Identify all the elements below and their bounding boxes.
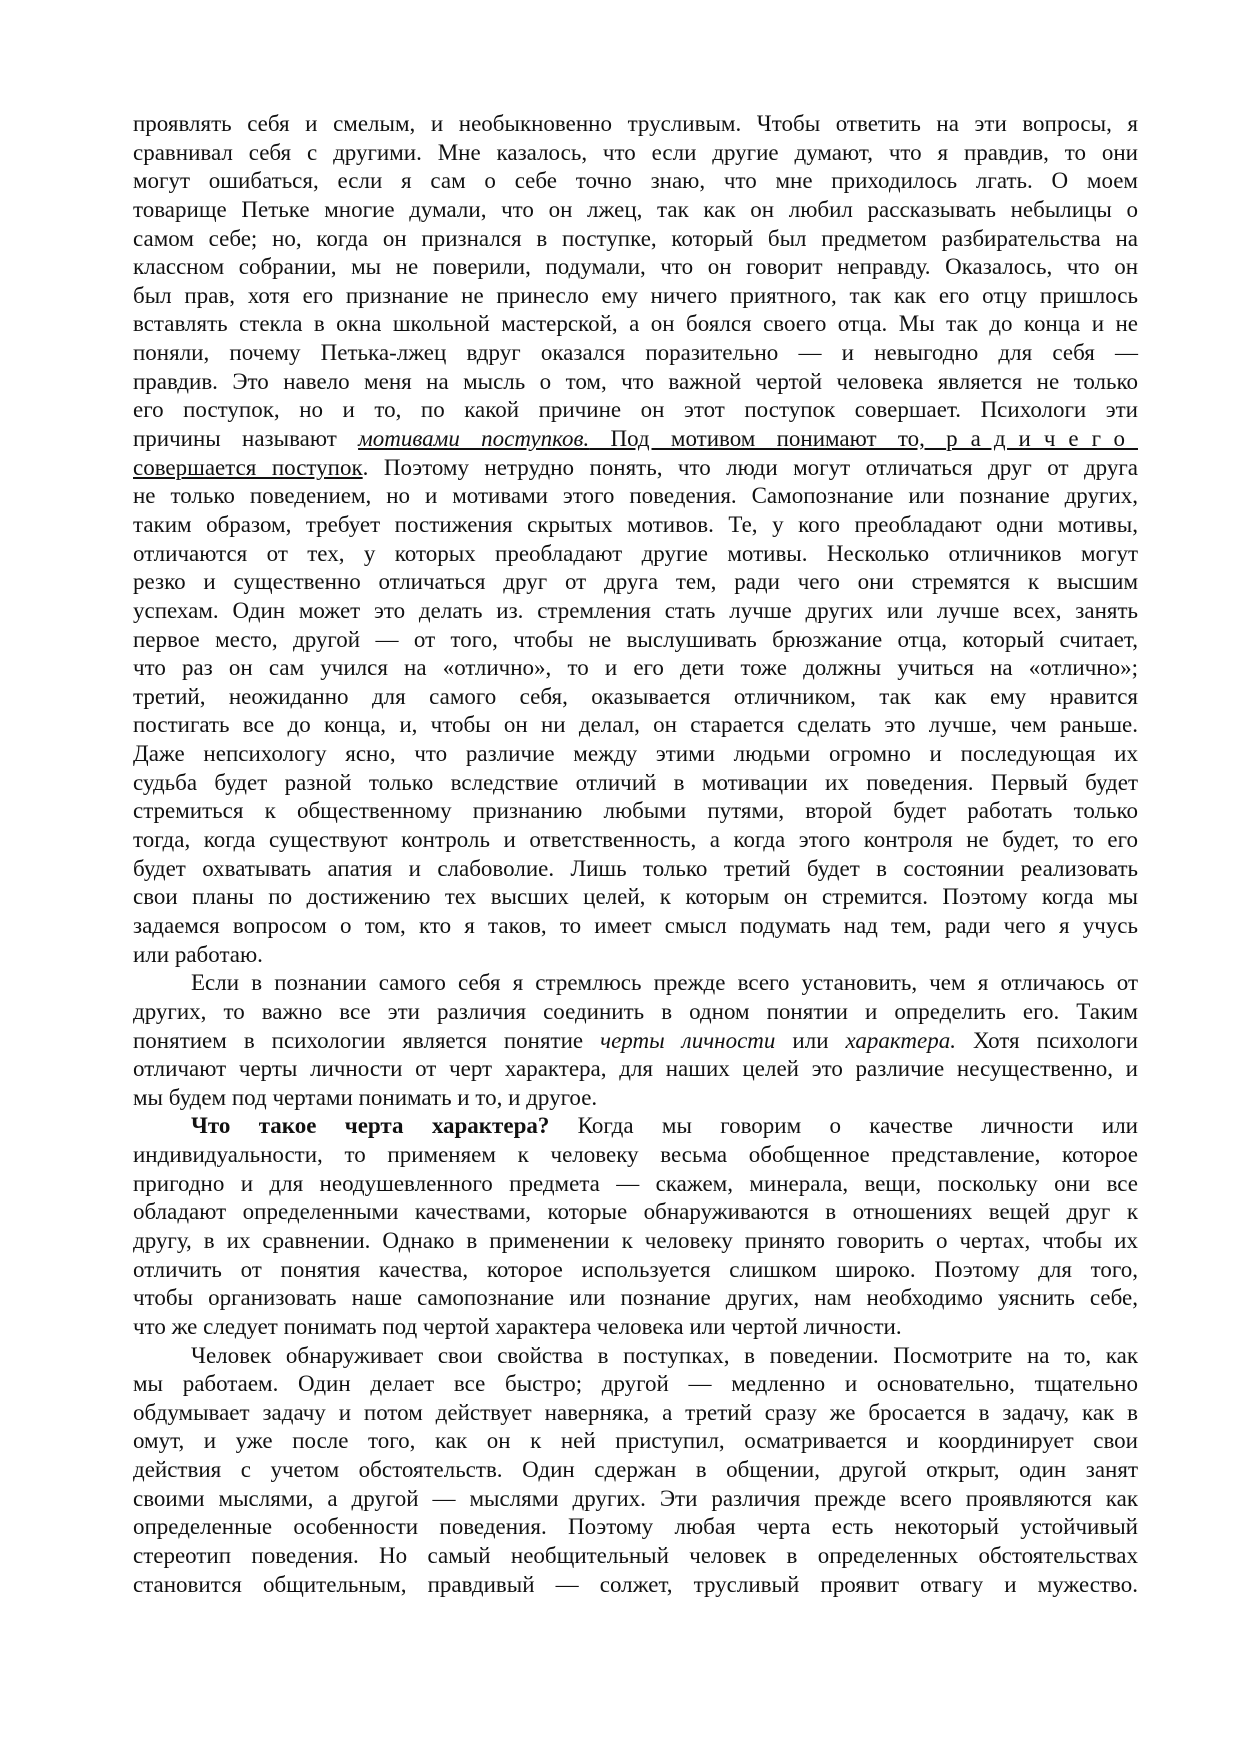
text-line: постигать все до конца, и, чтобы он ни делал, он старается сделать это лучше, чем раньше. xyxy=(133,712,1138,738)
text-segment: или xyxy=(775,1027,846,1053)
text-line: могут ошибаться, если я сам о себе точно знаю, что мне приходилось лгать. О моем xyxy=(133,168,1138,194)
text-line: других, то важно все эти различия соединить в одном понятии и определить его. Таким xyxy=(133,998,1138,1024)
text-line: что раз он сам учился на «отлично», то и его дети тоже должны учиться на «отлично»; xyxy=(133,655,1138,681)
text-line: вставлять стекла в окна школьной мастерской, а он боялся своего отца. Мы так до конца и не xyxy=(133,311,1138,337)
text-line: классном собрании, мы не поверили, подумали, что он говорит неправду. Оказалось, что он xyxy=(133,254,1138,280)
text-line: другу, в их сравнении. Однако в применении к человеку принято говорить о чертах, чтобы их xyxy=(133,1227,1138,1253)
text-line: отличают черты личности от черт характера, для наших целей это различие несущественно, и xyxy=(133,1056,1138,1082)
text-line: отличаются от тех, у которых преобладают другие мотивы. Несколько отличников могут xyxy=(133,540,1138,566)
text-line: судьба будет разной только вследствие отличий в мотивации их поведения. Первый будет xyxy=(133,769,1138,795)
emphasized-text: характера. xyxy=(845,1027,956,1053)
document-page xyxy=(133,110,1138,1599)
emphasized-text: мотивами поступков. xyxy=(358,426,590,452)
text-line: его поступок, но и то, по какой причине он этот поступок совершает. Психологи эти xyxy=(133,397,1138,423)
text-line: обдумывает задачу и потом действует наверняка, а третий сразу же бросается в задачу, как в xyxy=(133,1399,1138,1425)
text-line: становится общительным, правдивый — солжет, трусливый проявит отвагу и мужество. xyxy=(133,1571,1138,1597)
text-line: проявлять себя и смелым, и необыкновенно трусливым. Чтобы ответить на эти вопросы, я xyxy=(133,111,1138,136)
text-line xyxy=(133,1112,1138,1141)
text-line: чтобы организовать наше самопознание или познание других, нам необходимо уяснить себе, xyxy=(133,1285,1138,1311)
text-line: стремиться к общественному признанию любыми путями, второй будет работать только xyxy=(133,798,1138,824)
text-segment: . Поэтому нетрудно понять, что люди могут отличаться друг от друга xyxy=(362,454,1138,480)
text-line: стереотип поведения. Но самый необщительный человек в определенных обстоятельствах xyxy=(133,1543,1138,1569)
text-line: что же следует понимать под чертой характера человека или чертой личности. xyxy=(133,1313,902,1339)
text-line: пригодно и для неодушевленного предмета — скажем, минерала, вещи, поскольку они все xyxy=(133,1170,1138,1196)
text-line: Если в познании самого себя я стремлюсь прежде всего установить, чем я отличаюсь от xyxy=(191,970,1138,996)
text-segment: понятием в психологии является понятие xyxy=(133,1027,601,1053)
text-line: отличить от понятия качества, которое используется слишком широко. Поэтому для того, xyxy=(133,1256,1138,1282)
text-line: индивидуальности, то применяем к человеку весьма обобщенное представление, которое xyxy=(133,1142,1138,1168)
text-line: обладают определенными качествами, которые обнаруживаются в отношениях вещей друг к xyxy=(133,1199,1138,1225)
text-line: первое место, другой — от того, чтобы не выслушивать брюзжание отца, который считает, xyxy=(133,626,1138,652)
text-line: свои планы по достижению тех высших целей, к которым он стремится. Поэтому когда мы xyxy=(133,884,1138,910)
text-line: задаемся вопросом о том, кто я таков, то имеет смысл подумать над тем, ради чего я учусь xyxy=(133,912,1138,938)
text-line: был прав, хотя его признание не принесло ему ничего приятного, так как его отцу пришлось xyxy=(133,282,1138,308)
text-line: действия с учетом обстоятельств. Один сдержан в общении, другой открыт, один занят xyxy=(133,1457,1138,1483)
text-line: определенные особенности поведения. Поэтому любая черта есть некоторый устойчивый xyxy=(133,1514,1138,1540)
text-line: сравнивал себя с другими. Мне казалось, что если другие думают, что я правдив, то они xyxy=(133,139,1138,165)
text-line: третий, неожиданно для самого себя, оказывается отличником, так как ему нравится xyxy=(133,683,1138,709)
text-line: или работаю. xyxy=(133,941,263,967)
text-line: омут, и уже после того, как он к ней приступил, осматривается и координирует свои xyxy=(133,1428,1138,1454)
text-line: резко и существенно отличаться друг от друга тем, ради чего они стремятся к высшим xyxy=(133,569,1138,595)
text-segment: Когда мы говорим о качестве личности или xyxy=(549,1113,1138,1139)
text-line xyxy=(133,454,1138,483)
emphasized-text: радичего xyxy=(946,426,1138,452)
text-line: не только поведением, но и мотивами этого поведения. Самопознание или познание других, xyxy=(133,483,1138,509)
text-segment: Хотя психологи xyxy=(955,1027,1138,1053)
emphasized-text: Под мотивом понимают то, xyxy=(589,426,947,452)
text-segment: причины называют xyxy=(133,426,359,452)
text-line: таким образом, требует постижения скрытых мотивов. Те, у кого преобладают одни мотивы, xyxy=(133,511,1138,537)
text-line: успехам. Один может это делать из. стремления стать лучше других или лучше всех, занять xyxy=(133,597,1138,623)
text-line: правдив. Это навело меня на мысль о том, что важной чертой человека является не только xyxy=(133,368,1138,394)
text-line: своими мыслями, а другой — мыслями других. Эти различия прежде всего проявляются как xyxy=(133,1485,1138,1511)
text-line: товарище Петьке многие думали, что он лжец, так как он любил рассказывать небылицы о xyxy=(133,196,1138,222)
bold-heading: Что такое черта характера? xyxy=(191,1113,550,1139)
text-line: мы работаем. Один делает все быстро; другой — медленно и основательно, тщательно xyxy=(133,1371,1138,1397)
text-line: будет охватывать апатия и слабоволие. Лишь только третий будет в состоянии реализовать xyxy=(133,855,1138,881)
text-line xyxy=(133,425,1138,454)
text-line xyxy=(133,1027,1138,1056)
emphasized-text: черты личности xyxy=(600,1027,776,1053)
text-line: Человек обнаруживает свои свойства в поступках, в поведении. Посмотрите на то, как xyxy=(191,1342,1138,1368)
text-line: мы будем под чертами понимать и то, и другое. xyxy=(133,1084,598,1110)
text-line: самом себе; но, когда он признался в поступке, который был предметом разбирательства на xyxy=(133,225,1138,251)
text-line: поняли, почему Петька-лжец вдруг оказался поразительно — и невыгодно для себя — xyxy=(133,340,1138,366)
text-line: Даже непсихологу ясно, что различие между этими людьми огромно и последующая их xyxy=(133,741,1138,767)
text-line: тогда, когда существуют контроль и ответственность, а когда этого контроля не будет, то его xyxy=(133,827,1138,853)
emphasized-text: совершается поступок xyxy=(133,454,363,480)
